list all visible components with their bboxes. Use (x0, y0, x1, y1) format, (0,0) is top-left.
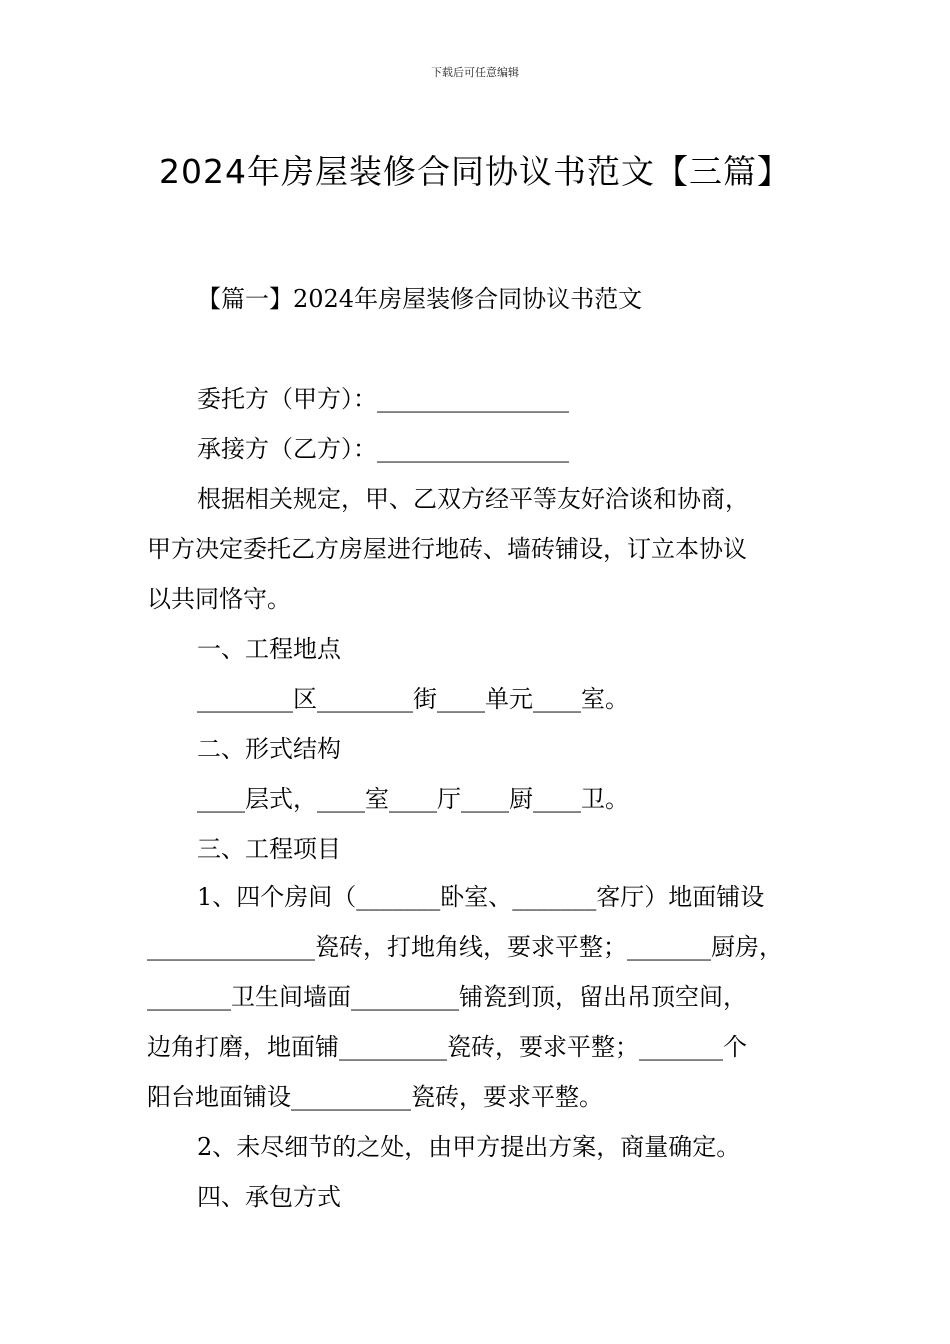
paragraph-line: ________区________街____单元____室。 (197, 685, 629, 713)
paragraph-line: 边角打磨，地面铺_________瓷砖，要求平整；_______个 (147, 1033, 747, 1061)
document-title: 2024年房屋装修合同协议书范文【三篇】 (159, 152, 791, 192)
section-heading: 【篇一】2024年房屋装修合同协议书范文 (197, 285, 643, 313)
header-note: 下载后可任意编辑 (431, 66, 519, 79)
paragraph-line: 以共同恪守。 (147, 585, 291, 613)
paragraph-line: _______卫生间墙面_________铺瓷到顶，留出吊顶空间， (147, 983, 747, 1011)
client-party-line: 委托方（甲方）：________________ (197, 385, 569, 413)
paragraph-line: 2、未尽细节的之处，由甲方提出方案，商量确定。 (197, 1133, 741, 1161)
clause-heading: 四、承包方式 (197, 1183, 341, 1211)
clause-heading: 一、工程地点 (197, 635, 341, 663)
paragraph-line: 根据相关规定，甲、乙双方经平等友好洽谈和协商， (197, 485, 749, 513)
paragraph-line: ____层式，____室____厅____厨____卫。 (197, 785, 629, 813)
contractor-party-line: 承接方（乙方）：________________ (197, 435, 569, 463)
clause-heading: 三、工程项目 (197, 835, 341, 863)
paragraph-line: 1、四个房间（_______卧室、_______客厅）地面铺设 (197, 883, 765, 911)
clause-heading: 二、形式结构 (197, 735, 341, 763)
paragraph-line: 阳台地面铺设__________瓷砖，要求平整。 (147, 1083, 603, 1111)
paragraph-line: ______________瓷砖，打地角线，要求平整；_______厨房， (147, 933, 783, 961)
paragraph-line: 甲方决定委托乙方房屋进行地砖、墙砖铺设，订立本协议 (147, 535, 747, 563)
